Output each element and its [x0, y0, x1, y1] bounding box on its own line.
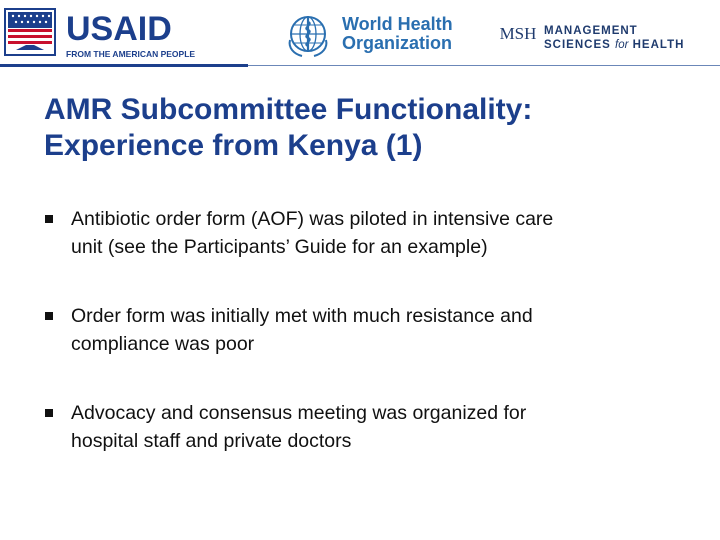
header-rule-dark [0, 64, 248, 67]
bullet-line1: Antibiotic order form (AOF) was piloted in intensive care [71, 208, 554, 230]
square-bullet-icon [45, 215, 53, 223]
bullet-line2: compliance was poor [71, 333, 255, 355]
who-name-line1: World Health [342, 14, 453, 34]
slide-title-line1: AMR Subcommittee Functionality: [44, 93, 533, 126]
msh-mark-text: MSH [499, 24, 537, 43]
bullet-line2: unit (see the Participants’ Guide for an example) [71, 236, 488, 258]
msh-sciences: SCIENCES [544, 39, 611, 51]
slide-title [44, 92, 694, 164]
usaid-logo [4, 8, 194, 58]
who-name [342, 15, 453, 53]
bullet-line2: hospital staff and private doctors [71, 430, 352, 452]
bullet-list [44, 205, 684, 496]
logo-bar [0, 0, 720, 64]
msh-name-line2 [544, 38, 684, 52]
bullet-item [44, 399, 684, 455]
bullet-line1: Advocacy and consensus meeting was organized for [71, 402, 527, 424]
msh-health: HEALTH [632, 39, 685, 51]
bullet-item [44, 302, 684, 358]
slide-title-line2: Experience from Kenya (1) [44, 129, 423, 162]
msh-logo [498, 12, 698, 56]
bullet-item [44, 205, 684, 261]
usaid-tagline: FROM THE AMERICAN PEOPLE [66, 49, 196, 59]
msh-name [544, 24, 684, 52]
msh-name-line1: MANAGEMENT [544, 25, 638, 37]
usaid-seal-icon [4, 8, 56, 56]
who-logo [284, 10, 454, 58]
square-bullet-icon [45, 312, 53, 320]
who-emblem-icon [284, 10, 332, 58]
square-bullet-icon [45, 409, 53, 417]
usaid-wordmark: USAID [66, 10, 172, 48]
msh-mark-icon [498, 12, 538, 52]
bullet-line1: Order form was initially met with much resistance and [71, 305, 533, 327]
header-rule-light [248, 65, 720, 66]
who-name-line2: Organization [342, 33, 453, 53]
msh-for: for [615, 39, 629, 51]
